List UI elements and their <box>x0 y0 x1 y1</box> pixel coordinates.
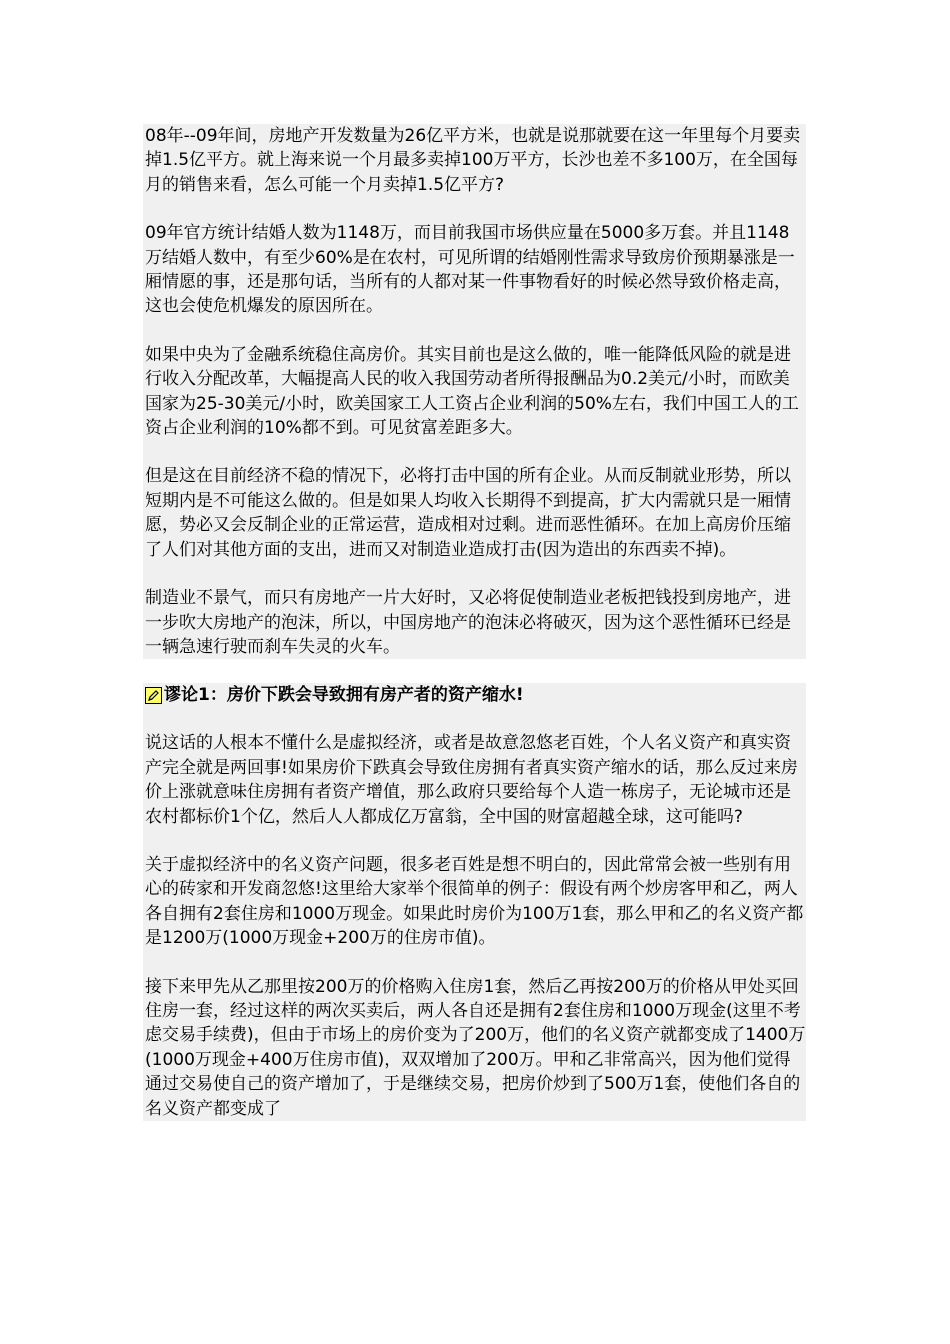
section-fallacy-1 <box>143 683 806 1121</box>
paragraph: 但是这在目前经济不稳的情况下，必将打击中国的所有企业。从而反制就业形势，所以短期内是不可能这么做的。但是如果人均收入长期得不到提高，扩大内需就只是一厢情愿，势必又会反制企业的正常运营，造成相对过剩。进而恶性循环。在加上高房价压缩了人们对其他方面的支出，进而又对制造业造成打击(因为造出的东西卖不掉)。 <box>145 466 791 560</box>
paragraph: 08年--09年间，房地产开发数量为26亿平方米，也就是说那就要在这一年里每个月要卖掉1.5亿平方。就上海来说一个月最多卖掉100万平方，长沙也差不多100万，在全国每月的销售来看，怎么可能一个月卖掉1.5亿平方? <box>145 126 801 195</box>
pencil-note-icon <box>145 687 162 704</box>
section-housing-oversupply <box>143 124 806 659</box>
paragraph: 关于虚拟经济中的名义资产问题，很多老百姓是想不明白的，因此常常会被一些别有用心的砖家和开发商忽悠!这里给大家举个很简单的例子：假设有两个炒房客甲和乙，两人各自拥有2套住房和1000万现金。如果此时房价为100万1套，那么甲和乙的名义资产都是1200万(1000万现金+200万的住房市值)。 <box>145 854 804 949</box>
section-heading <box>145 683 806 707</box>
document-page <box>143 124 806 1121</box>
paragraph: 09年官方统计结婚人数为1148万，而目前我国市场供应量在5000多万套。并且1148万结婚人数中，有至少60%是在农村，可见所谓的结婚刚性需求导致房价预期暴涨是一厢情愿的事，还是那句话，当所有的人都对某一件事物看好的时候必然导致价格走高，这也会使危机爆发的原因所在。 <box>145 223 795 317</box>
paragraph: 如果中央为了金融系统稳住高房价。其实目前也是这么做的，唯一能降低风险的就是进行收入分配改革，大幅提高人民的收入我国劳动者所得报酬品为0.2美元/小时，而欧美国家为25-30美元/小时，欧美国家工人工资占企业利润的50%左右，我们中国工人的工资占企业利润的10%都不到。可见贫富差距多大。 <box>145 344 799 439</box>
section-heading-text: 谬论1：房价下跌会导致拥有房产者的资产缩水! <box>164 685 524 706</box>
paragraph: 制造业不景气，而只有房地产一片大好时，又必将促使制造业老板把钱投到房地产，进一步吹大房地产的泡沫，所以，中国房地产的泡沫必将破灭，因为这个恶性循环已经是一辆急速行驶而刹车失灵的火车。 <box>145 588 791 657</box>
paragraph: 说这话的人根本不懂什么是虚拟经济，或者是故意忽悠老百姓，个人名义资产和真实资产完全就是两回事!如果房价下跌真会导致住房拥有者真实资产缩水的话，那么反过来房价上涨就意味住房拥有者资产增值，那么政府只要给每个人造一栋房子，无论城市还是农村都标价1个亿，然后人人都成亿万富翁，全中国的财富超越全球，这可能吗? <box>145 733 798 827</box>
paragraph: 接下来甲先从乙那里按200万的价格购入住房1套，然后乙再按200万的价格从甲处买回住房一套，经过这样的两次买卖后，两人各自还是拥有2套住房和1000万现金(这里不考虑交易手续费)，但由于市场上的房价变为了200万，他们的名义资产就都变成了1400万(1000万现金+400万住房市值)，双双增加了200万。甲和乙非常高兴，因为他们觉得通过交易使自己的资产增加了，于是继续交易，把房价炒到了500万1套，使他们各自的名义资产都变成了 <box>145 976 806 1119</box>
